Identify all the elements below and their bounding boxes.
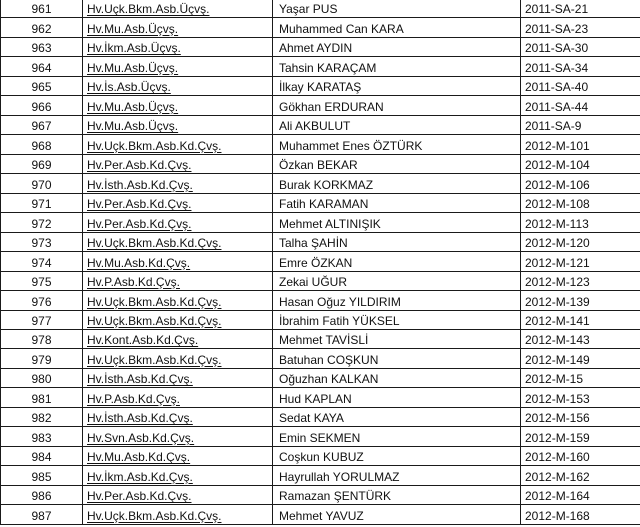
row-number: 968: [1, 135, 83, 154]
rank-cell: Hv.Uçk.Bkm.Asb.Kd.Çvş.: [83, 232, 273, 251]
registry-code-cell: 2011-SA-40: [521, 76, 640, 95]
rank-cell: Hv.Per.Asb.Kd.Çvş.: [83, 213, 273, 232]
rank-cell: Hv.Mu.Asb.Üçvş.: [83, 57, 273, 76]
registry-code-cell: 2011-SA-44: [521, 96, 640, 115]
row-number: 963: [1, 37, 83, 56]
registry-code-cell: 2012-M-143: [521, 329, 640, 348]
name-cell: Oğuzhan KALKAN: [273, 368, 521, 387]
table-row: [1, 96, 640, 115]
row-number: 965: [1, 76, 83, 95]
row-number: 973: [1, 232, 83, 251]
table-row: [1, 232, 640, 251]
registry-code-cell: 2012-M-101: [521, 135, 640, 154]
registry-code-cell: 2012-M-108: [521, 193, 640, 212]
table-row: [1, 18, 640, 37]
registry-code-cell: 2012-M-162: [521, 466, 640, 485]
name-cell: Yaşar PUS: [273, 0, 521, 18]
registry-code-cell: 2012-M-153: [521, 388, 640, 407]
name-cell: İbrahim Fatih YÜKSEL: [273, 310, 521, 329]
rank-cell: Hv.İsth.Asb.Kd.Çvş.: [83, 368, 273, 387]
table-row: [1, 135, 640, 154]
row-number: 977: [1, 310, 83, 329]
row-number: 980: [1, 368, 83, 387]
table-row: [1, 76, 640, 95]
rank-cell: Hv.Mu.Asb.Üçvş.: [83, 96, 273, 115]
rank-cell: Hv.Kont.Asb.Kd.Çvş.: [83, 329, 273, 348]
registry-code-cell: 2012-M-149: [521, 349, 640, 368]
registry-code-cell: 2012-M-106: [521, 174, 640, 193]
name-cell: Mehmet YAVUZ: [273, 505, 521, 525]
table-row: [1, 407, 640, 426]
table-row: [1, 291, 640, 310]
name-cell: Muhammet Enes ÖZTÜRK: [273, 135, 521, 154]
rank-cell: Hv.İkm.Asb.Kd.Çvş.: [83, 466, 273, 485]
table-row: [1, 466, 640, 485]
row-number: 967: [1, 115, 83, 134]
registry-code-cell: 2012-M-15: [521, 368, 640, 387]
table-row: [1, 485, 640, 504]
registry-code-cell: 2012-M-160: [521, 446, 640, 465]
name-cell: Zekai UĞUR: [273, 271, 521, 290]
registry-code-cell: 2012-M-104: [521, 154, 640, 173]
rank-cell: Hv.Svn.Asb.Kd.Çvş.: [83, 427, 273, 446]
row-number: 964: [1, 57, 83, 76]
name-cell: Gökhan ERDURAN: [273, 96, 521, 115]
name-cell: Batuhan COŞKUN: [273, 349, 521, 368]
rank-cell: Hv.P.Asb.Kd.Çvş.: [83, 271, 273, 290]
table-row: [1, 57, 640, 76]
table-row: [1, 505, 640, 525]
row-number: 987: [1, 505, 83, 525]
name-cell: Ramazan ŞENTÜRK: [273, 485, 521, 504]
row-number: 974: [1, 252, 83, 271]
name-cell: Mehmet TAVİSLİ: [273, 329, 521, 348]
name-cell: Hud KAPLAN: [273, 388, 521, 407]
rank-cell: Hv.Per.Asb.Kd.Çvş.: [83, 485, 273, 504]
row-number: 983: [1, 427, 83, 446]
table-row: [1, 252, 640, 271]
table-row: [1, 213, 640, 232]
registry-code-cell: 2012-M-123: [521, 271, 640, 290]
name-cell: Tahsin KARAÇAM: [273, 57, 521, 76]
name-cell: Coşkun KUBUZ: [273, 446, 521, 465]
table-row: [1, 427, 640, 446]
rank-cell: Hv.Mu.Asb.Üçvş.: [83, 18, 273, 37]
registry-code-cell: 2011-SA-30: [521, 37, 640, 56]
name-cell: Ahmet AYDIN: [273, 37, 521, 56]
registry-code-cell: 2012-M-156: [521, 407, 640, 426]
row-number: 971: [1, 193, 83, 212]
name-cell: Talha ŞAHİN: [273, 232, 521, 251]
table-row: [1, 271, 640, 290]
table-row: [1, 388, 640, 407]
row-number: 984: [1, 446, 83, 465]
rank-cell: Hv.P.Asb.Kd.Çvş.: [83, 388, 273, 407]
table-row: [1, 329, 640, 348]
table-row: [1, 446, 640, 465]
row-number: 969: [1, 154, 83, 173]
table-row: [1, 115, 640, 134]
registry-code-cell: 2012-M-159: [521, 427, 640, 446]
table-row: [1, 368, 640, 387]
table-body: [1, 0, 640, 525]
rank-cell: Hv.Per.Asb.Kd.Çvş.: [83, 193, 273, 212]
row-number: 962: [1, 18, 83, 37]
row-number: 979: [1, 349, 83, 368]
registry-code-cell: 2011-SA-34: [521, 57, 640, 76]
registry-code-cell: 2012-M-121: [521, 252, 640, 271]
rank-cell: Hv.Mu.Asb.Üçvş.: [83, 115, 273, 134]
row-number: 961: [1, 0, 83, 18]
registry-code-cell: 2012-M-164: [521, 485, 640, 504]
name-cell: Emre ÖZKAN: [273, 252, 521, 271]
row-number: 976: [1, 291, 83, 310]
name-cell: Emin SEKMEN: [273, 427, 521, 446]
row-number: 985: [1, 466, 83, 485]
row-number: 966: [1, 96, 83, 115]
table-row: [1, 37, 640, 56]
registry-code-cell: 2012-M-141: [521, 310, 640, 329]
registry-code-cell: 2011-SA-23: [521, 18, 640, 37]
name-cell: Özkan BEKAR: [273, 154, 521, 173]
row-number: 981: [1, 388, 83, 407]
row-number: 972: [1, 213, 83, 232]
rank-cell: Hv.Mu.Asb.Kd.Çvş.: [83, 446, 273, 465]
registry-code-cell: 2011-SA-21: [521, 0, 640, 18]
name-cell: Burak KORKMAZ: [273, 174, 521, 193]
name-cell: Hayrullah YORULMAZ: [273, 466, 521, 485]
rank-cell: Hv.Uçk.Bkm.Asb.Kd.Çvş.: [83, 349, 273, 368]
registry-code-cell: 2012-M-113: [521, 213, 640, 232]
table-row: [1, 349, 640, 368]
name-cell: Sedat KAYA: [273, 407, 521, 426]
table-row: [1, 174, 640, 193]
table-row: [1, 310, 640, 329]
row-number: 970: [1, 174, 83, 193]
rank-cell: Hv.İs.Asb.Üçvş.: [83, 76, 273, 95]
name-cell: İlkay KARATAŞ: [273, 76, 521, 95]
rank-cell: Hv.Uçk.Bkm.Asb.Kd.Çvş.: [83, 505, 273, 525]
rank-cell: Hv.Uçk.Bkm.Asb.Kd.Çvş.: [83, 310, 273, 329]
row-number: 978: [1, 329, 83, 348]
name-cell: Fatih KARAMAN: [273, 193, 521, 212]
rank-cell: Hv.İkm.Asb.Üçvş.: [83, 37, 273, 56]
name-cell: Muhammed Can KARA: [273, 18, 521, 37]
table-row: [1, 193, 640, 212]
rank-cell: Hv.Uçk.Bkm.Asb.Üçvş.: [83, 0, 273, 18]
rank-cell: Hv.İsth.Asb.Kd.Çvş.: [83, 407, 273, 426]
row-number: 975: [1, 271, 83, 290]
name-cell: Hasan Oğuz YILDIRIM: [273, 291, 521, 310]
table-row: [1, 154, 640, 173]
registry-code-cell: 2012-M-168: [521, 505, 640, 525]
rank-cell: Hv.Uçk.Bkm.Asb.Kd.Çvş.: [83, 291, 273, 310]
name-cell: Mehmet ALTINIŞIK: [273, 213, 521, 232]
registry-code-cell: 2011-SA-9: [521, 115, 640, 134]
registry-code-cell: 2012-M-120: [521, 232, 640, 251]
table-row: [1, 0, 640, 18]
rank-cell: Hv.Mu.Asb.Kd.Çvş.: [83, 252, 273, 271]
row-number: 982: [1, 407, 83, 426]
rank-cell: Hv.İsth.Asb.Kd.Çvş.: [83, 174, 273, 193]
rank-cell: Hv.Per.Asb.Kd.Çvş.: [83, 154, 273, 173]
registry-code-cell: 2012-M-139: [521, 291, 640, 310]
name-cell: Ali AKBULUT: [273, 115, 521, 134]
row-number: 986: [1, 485, 83, 504]
rank-cell: Hv.Uçk.Bkm.Asb.Kd.Çvş.: [83, 135, 273, 154]
